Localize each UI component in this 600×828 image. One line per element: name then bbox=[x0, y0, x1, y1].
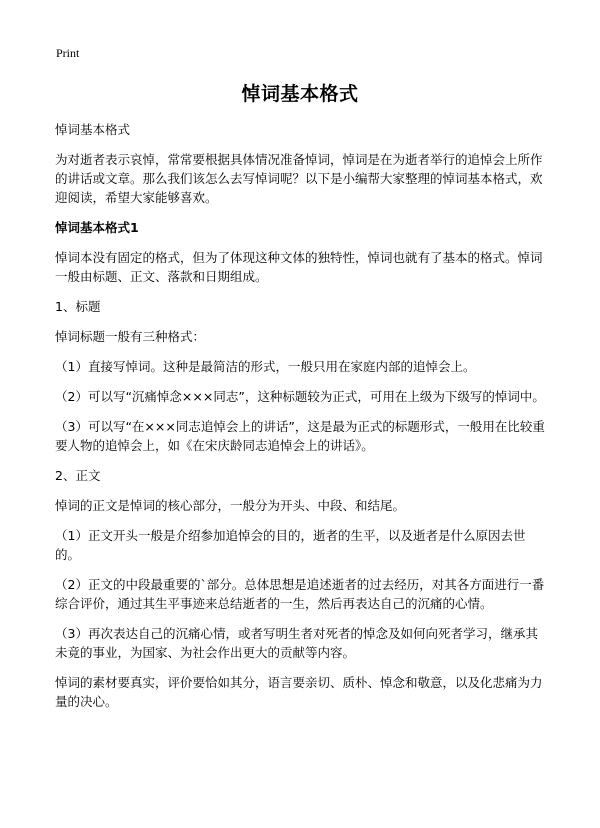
section-heading: 悼词基本格式1 bbox=[55, 220, 139, 235]
list-item: （2）正文的中段最重要的`部分。总体思想是追述逝者的过去经历，对其各方面进行一番综合评价，通过其生平事迹来总结逝者的一生，然后再表达自己的沉痛的心情。 bbox=[55, 577, 545, 611]
list-item: （3）再次表达自己的沉痛心情，或者写明生者对死者的悼念及如何向死者学习，继承其未竟的事业，为国家、为社会作出更大的贡献等内容。 bbox=[55, 626, 538, 660]
body-paragraph: 悼词本没有固定的格式，但为了体现这种文体的独特性，悼词也就有了基本的格式。悼词一般由标题、正文、落款和日期组成。 bbox=[55, 250, 543, 284]
list-item: （3）可以写“在×××同志追悼会上的讲话”，这是最为正式的标题形式，一般用在比较重要人物的追悼会上，如《在宋庆龄同志追悼会上的讲话》。 bbox=[55, 419, 545, 453]
closing-paragraph: 悼词的素材要真实，评价要恰如其分，语言要亲切、质朴、悼念和敬意，以及化悲痛为力量的决心。 bbox=[55, 675, 543, 709]
print-label: Print bbox=[56, 46, 80, 60]
document-body bbox=[55, 120, 550, 722]
subheading-title: 1、标题 bbox=[55, 299, 101, 314]
intro-paragraph: 为对逝者表示哀悼，常常要根据具体情况准备悼词，悼词是在为逝者举行的追悼会上所作的讲话或文章。那么我们该怎么去写悼词呢？以下是小编帮大家整理的悼词基本格式，欢迎阅读，希望大家能够喜欢。 bbox=[55, 152, 543, 205]
body-paragraph: 悼词的正文是悼词的核心部分，一般分为开头、中段、和结尾。 bbox=[55, 498, 406, 513]
subheading-body: 2、正文 bbox=[55, 468, 101, 483]
body-paragraph: 悼词标题一般有三种格式： bbox=[55, 329, 206, 344]
intro-subtitle: 悼词基本格式 bbox=[55, 122, 131, 137]
list-item: （1）直接写悼词。这种是最简洁的形式，一般只用在家庭内部的追悼会上。 bbox=[55, 359, 476, 374]
list-item: （2）可以写“沉痛悼念×××同志”，这种标题较为正式，可用在上级为下级写的悼词中。 bbox=[55, 389, 545, 404]
list-item: （1）正文开头一般是介绍参加追悼会的目的，逝者的生平，以及逝者是什么原因去世的。 bbox=[55, 528, 526, 562]
document-title: 悼词基本格式 bbox=[241, 83, 359, 105]
